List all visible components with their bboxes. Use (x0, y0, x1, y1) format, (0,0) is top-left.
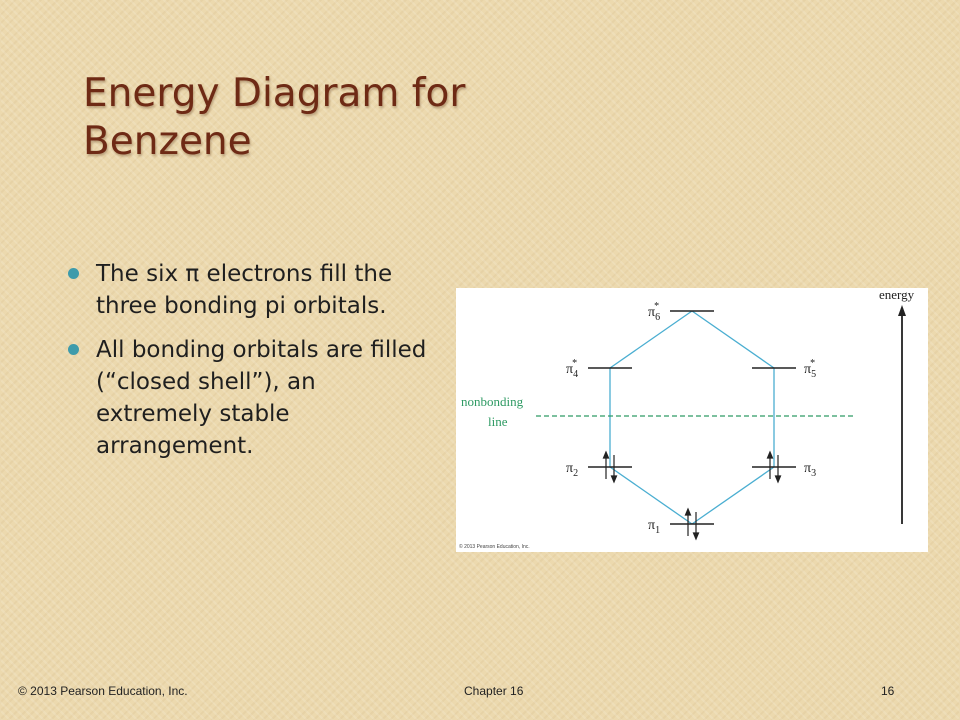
figure-copyright: © 2013 Pearson Education, Inc. (459, 544, 530, 550)
bullet-dot-icon (68, 344, 79, 355)
orbital-label-pi5: $\pi_5*$ (804, 358, 817, 380)
bullet-item (68, 334, 428, 462)
orbital-label-pi6: $\pi_6*$ (648, 301, 661, 323)
orbital-label-pi3: $\pi_3$ (804, 461, 817, 479)
nonbonding-label-line: line (488, 414, 508, 429)
title-line-1: Energy Diagram for (83, 71, 466, 116)
nonbonding-label: nonbonding (461, 394, 524, 409)
electron-arrows (604, 452, 781, 539)
energy-diagram-svg (456, 288, 928, 552)
energy-arrowhead-icon (898, 305, 906, 316)
orbital-connectors (610, 311, 774, 524)
bullet-list (68, 258, 428, 474)
slide-title (83, 70, 603, 166)
bullet-dot-icon (68, 268, 79, 279)
bullet-item (68, 258, 428, 322)
bullet-text: All bonding orbitals are filled (“closed shell”), an extremely stable arrangement. (96, 337, 427, 459)
title-line-2: Benzene (83, 119, 252, 164)
energy-axis-label: energy (879, 288, 915, 302)
orbital-label-pi4: $\pi_4*$ (566, 358, 579, 380)
footer-chapter: Chapter 16 (464, 684, 524, 698)
bullet-text: The six π electrons fill the three bonding pi orbitals. (96, 261, 393, 319)
orbital-label-pi2: $\pi_2$ (566, 461, 579, 479)
energy-levels (588, 311, 796, 524)
orbital-labels (566, 301, 816, 536)
footer-page-number: 16 (881, 684, 895, 698)
footer-copyright: © 2013 Pearson Education, Inc. (18, 684, 188, 698)
energy-diagram-figure (456, 288, 928, 552)
orbital-label-pi1: $\pi_1$ (648, 518, 661, 536)
